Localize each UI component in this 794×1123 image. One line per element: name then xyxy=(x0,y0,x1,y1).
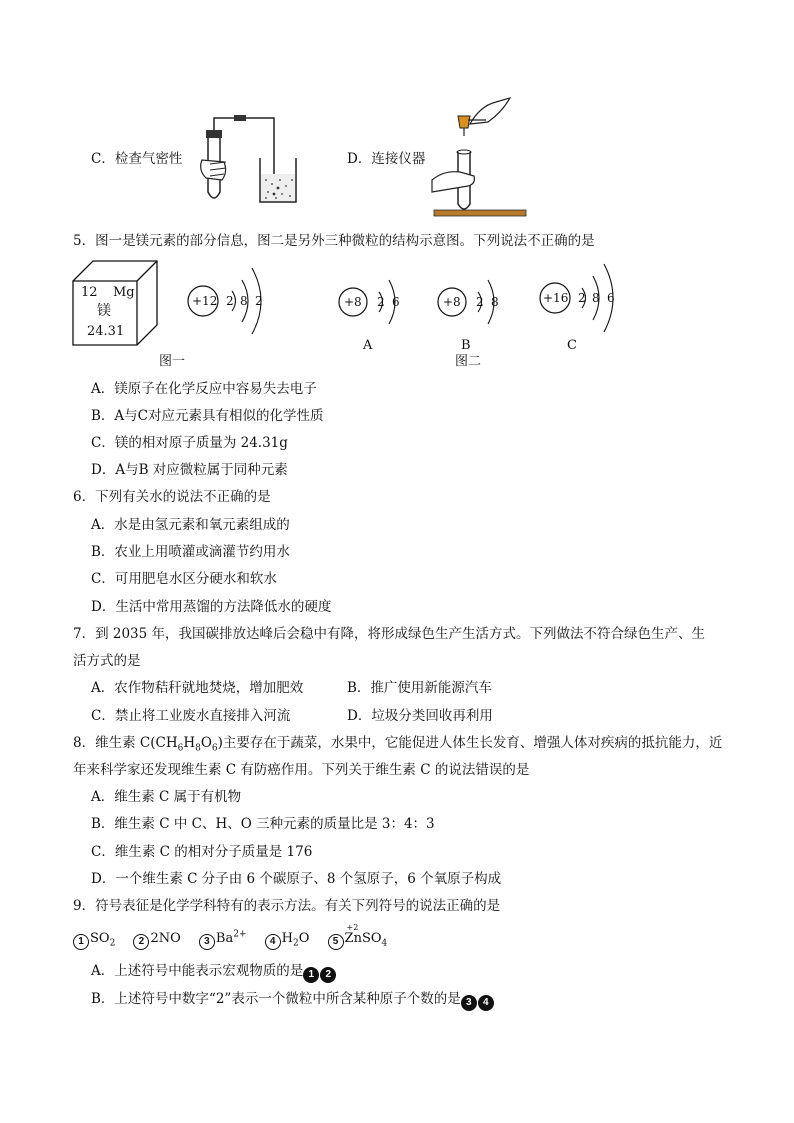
particle-c-shell-2: 8 xyxy=(592,291,600,305)
figure-1-caption: 图一 xyxy=(159,354,186,369)
mg-shell-1: 2 xyxy=(226,294,234,308)
particle-b-shell-1: 2 xyxy=(476,295,484,309)
q8-option-d: D．一个维生素 C 分子由 6 个碳原子、8 个氢原子，6 个氧原子构成 xyxy=(91,871,502,887)
q9-option-a-text: A．上述符号中能表示宏观物质的是 xyxy=(91,963,304,979)
q9-symbol-list xyxy=(73,923,388,950)
q8-stem-suffix: )主要存在于蔬菜，水果中，它能促进人体生长发育、增强人体对疾病的抵抗能力，近 xyxy=(217,735,723,751)
particle-a-shell-1: 2 xyxy=(377,295,385,309)
particle-a-diagram xyxy=(337,274,407,330)
q4-option-c: C．检查气密性 xyxy=(91,151,183,167)
particle-a-nucleus: +8 xyxy=(344,295,362,309)
particle-a-label: A xyxy=(363,338,373,353)
q5-option-c: C．镁的相对原子质量为 24.31g xyxy=(91,435,288,451)
q7-stem-line-1: 7．到 2035 年，我国碳排放达峰后会稳中有降，将形成绿色生产生活方式。下列做法不符合绿色生产、生 xyxy=(73,626,706,642)
circled-3: 3 xyxy=(461,995,477,1011)
q7-option-d: D．垃圾分类回收再利用 xyxy=(347,708,493,724)
q8-option-a: A．维生素 C 属于有机物 xyxy=(91,789,242,805)
q9-option-b-text: B．上述符号中数字“2”表示一个微粒中所含某种原子个数的是 xyxy=(91,991,461,1007)
circled-1: 1 xyxy=(303,967,319,983)
q8-stem-prefix: 8．维生素 C(C xyxy=(73,735,166,751)
mg-shell-3: 2 xyxy=(255,294,263,308)
particle-a-shell-2: 6 xyxy=(392,295,400,309)
vitamin-c-formula: $H_6H_8O_6$ xyxy=(165,735,218,754)
q6-option-b: B．农业上用喷灌或滴灌节约用水 xyxy=(91,544,290,560)
q9-option-a xyxy=(91,965,337,983)
atomic-number: 12 xyxy=(81,285,98,300)
q5-stem: 5．图一是镁元素的部分信息，图二是另外三种微粒的结构示意图。下列说法不正确的是 xyxy=(73,233,595,249)
mg-shell-2: 8 xyxy=(240,294,248,308)
particle-c-label: C xyxy=(567,338,577,353)
particle-c-shell-3: 6 xyxy=(607,291,615,305)
element-name: 镁 xyxy=(97,303,111,319)
particle-c-diagram xyxy=(538,262,624,334)
particle-b-diagram xyxy=(436,274,506,330)
q7-option-b: B．推广使用新能源汽车 xyxy=(347,680,492,696)
connect-apparatus-illustration xyxy=(430,96,530,222)
circled-4: 4 xyxy=(478,995,494,1011)
particle-b-label: B xyxy=(461,338,471,353)
mg-atom-diagram xyxy=(186,266,276,336)
q6-option-c: C．可用肥皂水区分硬水和软水 xyxy=(91,571,277,587)
symbol-item-2: 2 2NO xyxy=(133,931,180,946)
circled-2: 2 xyxy=(320,967,336,983)
q4-option-d: D．连接仪器 xyxy=(347,151,426,167)
symbol-item-5: 5 +2 ZnSO$_4$ xyxy=(328,931,388,946)
particle-b-shell-2: 8 xyxy=(491,295,499,309)
q7-option-c: C．禁止将工业废水直接排入河流 xyxy=(91,708,291,724)
q5-option-b: B．A与C对应元素具有相似的化学性质 xyxy=(91,408,324,424)
q5-option-d: D．A与B 对应微粒属于同种元素 xyxy=(91,462,288,478)
element-symbol: Mg xyxy=(113,285,135,300)
symbol-item-1: 1 $SO_2$ xyxy=(73,931,115,946)
symbol-item-3: 3 $Ba^{2+}$ xyxy=(199,931,247,946)
q5-option-a: A．镁原子在化学反应中容易失去电子 xyxy=(91,381,317,397)
q9-stem: 9．符号表征是化学学科特有的表示方法。有关下列符号的说法正确的是 xyxy=(73,898,501,914)
q6-option-d: D．生活中常用蒸馏的方法降低水的硬度 xyxy=(91,599,332,615)
q8-option-c: C．维生素 C 的相对分子质量是 176 xyxy=(91,844,313,860)
q8-stem-line-1 xyxy=(73,735,723,754)
particle-b-nucleus: +8 xyxy=(443,295,461,309)
atomic-mass: 24.31 xyxy=(87,324,125,339)
airtight-check-illustration xyxy=(196,108,306,210)
q7-option-a: A．农作物秸秆就地焚烧，增加肥效 xyxy=(91,680,304,696)
q9-option-b xyxy=(91,993,495,1011)
particle-c-shell-1: 2 xyxy=(578,291,586,305)
q6-stem: 6．下列有关水的说法不正确的是 xyxy=(73,489,271,505)
mg-nucleus: +12 xyxy=(192,294,218,308)
q8-option-b: B．维生素 C 中 C、H、O 三种元素的质量比是 3：4：3 xyxy=(91,816,435,832)
symbol-item-4: 4 $H_2O$ xyxy=(265,931,310,946)
q7-stem-line-2: 活方式的是 xyxy=(73,653,141,669)
q8-stem-line-2: 年来科学家还发现维生素 C 有防癌作用。下列关于维生素 C 的说法错误的是 xyxy=(73,762,530,778)
particle-c-nucleus: +16 xyxy=(543,291,569,305)
q6-option-a: A．水是由氢元素和氧元素组成的 xyxy=(91,517,290,533)
figure-2-caption: 图二 xyxy=(455,354,482,369)
magnesium-element-cell xyxy=(71,259,161,347)
